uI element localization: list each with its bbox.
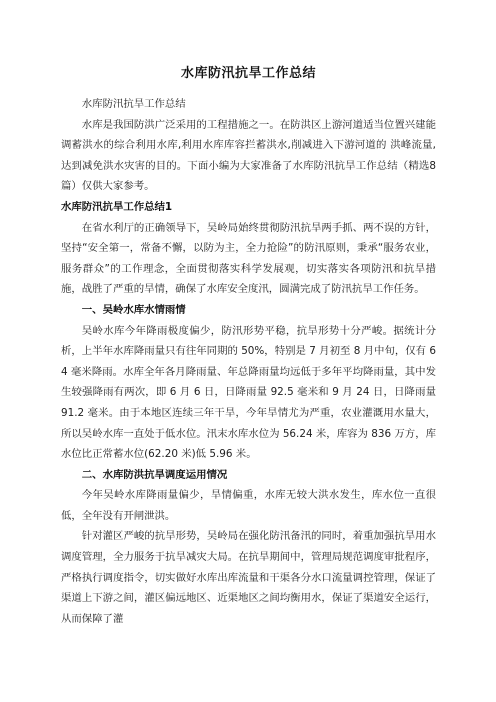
paragraph-subtitle: 水库防汛抗旱工作总结 xyxy=(81,98,186,110)
paragraph-rain: 吴岭水库今年降雨极度偏少，防汛形势平稳，抗旱形势十分严峻。据统计分析，上半年水库降雨量只有往年同期的 50%，特别是 7 月初至 8 月中旬，仅有 64 毫米降雨。水库全年各月降雨量、年总降雨量均远低于多年平均降雨量，其中发生较强降雨有两次，即 6 月 6 日，日降雨量 92.5 毫米和 9 月 24 日，日降雨量 91.2 毫米。由于本地区连续三年干旱，今年旱情尤为严重，农业灌溉用水量大，所以吴岭水库一直处于低水位。汛末水库水位为 56.24 米，库容为 836 万方，库水位比正常蓄水位(62.20 米)低 5.96 米。 xyxy=(61,324,436,461)
document-title: 水库防汛抗旱工作总结 xyxy=(180,66,316,81)
paragraph-dispatch-2: 针对灌区严峻的抗旱形势，吴岭局在强化防汛备汛的同时，着重加强抗旱用水调度管理，全力服务于抗旱减灾大局。在抗旱期间中，管理局规范调度审批程序，严格执行调度指令，切实做好水库出库流量和干渠各分水口流量调控管理，保证了渠道上下游之间，灌区偏远地区、近渠地区之间均衡用水，保证了渠道安全运行，从而保障了灌 xyxy=(61,530,436,625)
section-heading-rain: 一、吴岭水库水情雨情 xyxy=(81,303,186,316)
paragraph-dispatch-1: 今年吴岭水库降雨量偏少，旱情偏重，水库无较大洪水发生，库水位一直很低，全年没有开闸泄洪。 xyxy=(61,489,436,522)
paragraph-summary: 在省水利厅的正确领导下，吴岭局始终贯彻防汛抗旱两手抓、两不误的方针，坚持“安全第一，常备不懈，以防为主，全力抢险”的防汛原则，秉承“服务农业，服务群众”的工作理念，全面贯彻落实科学发展观，切实落实各项防汛和抗旱措施，战胜了严重的旱情，确保了水库安全度汛，圆满完成了防汛抗旱工作任务。 xyxy=(61,221,436,296)
section-title-1: 水库防汛抗旱工作总结1 xyxy=(61,200,173,213)
section-heading-dispatch: 二、水库防洪抗旱调度运用情况 xyxy=(81,468,228,481)
paragraph-intro: 水库是我国防洪广泛采用的工程措施之一。在防洪区上游河道适当位置兴建能调蓄洪水的综合利用水库,利用水库库容拦蓄洪水,削减进入下游河道的 洪峰流量,达到减免洪水灾害的目的。下面小编为大家准备了水库防汛抗旱工作总结（精选8篇）仅供大家参考。 xyxy=(61,118,436,193)
